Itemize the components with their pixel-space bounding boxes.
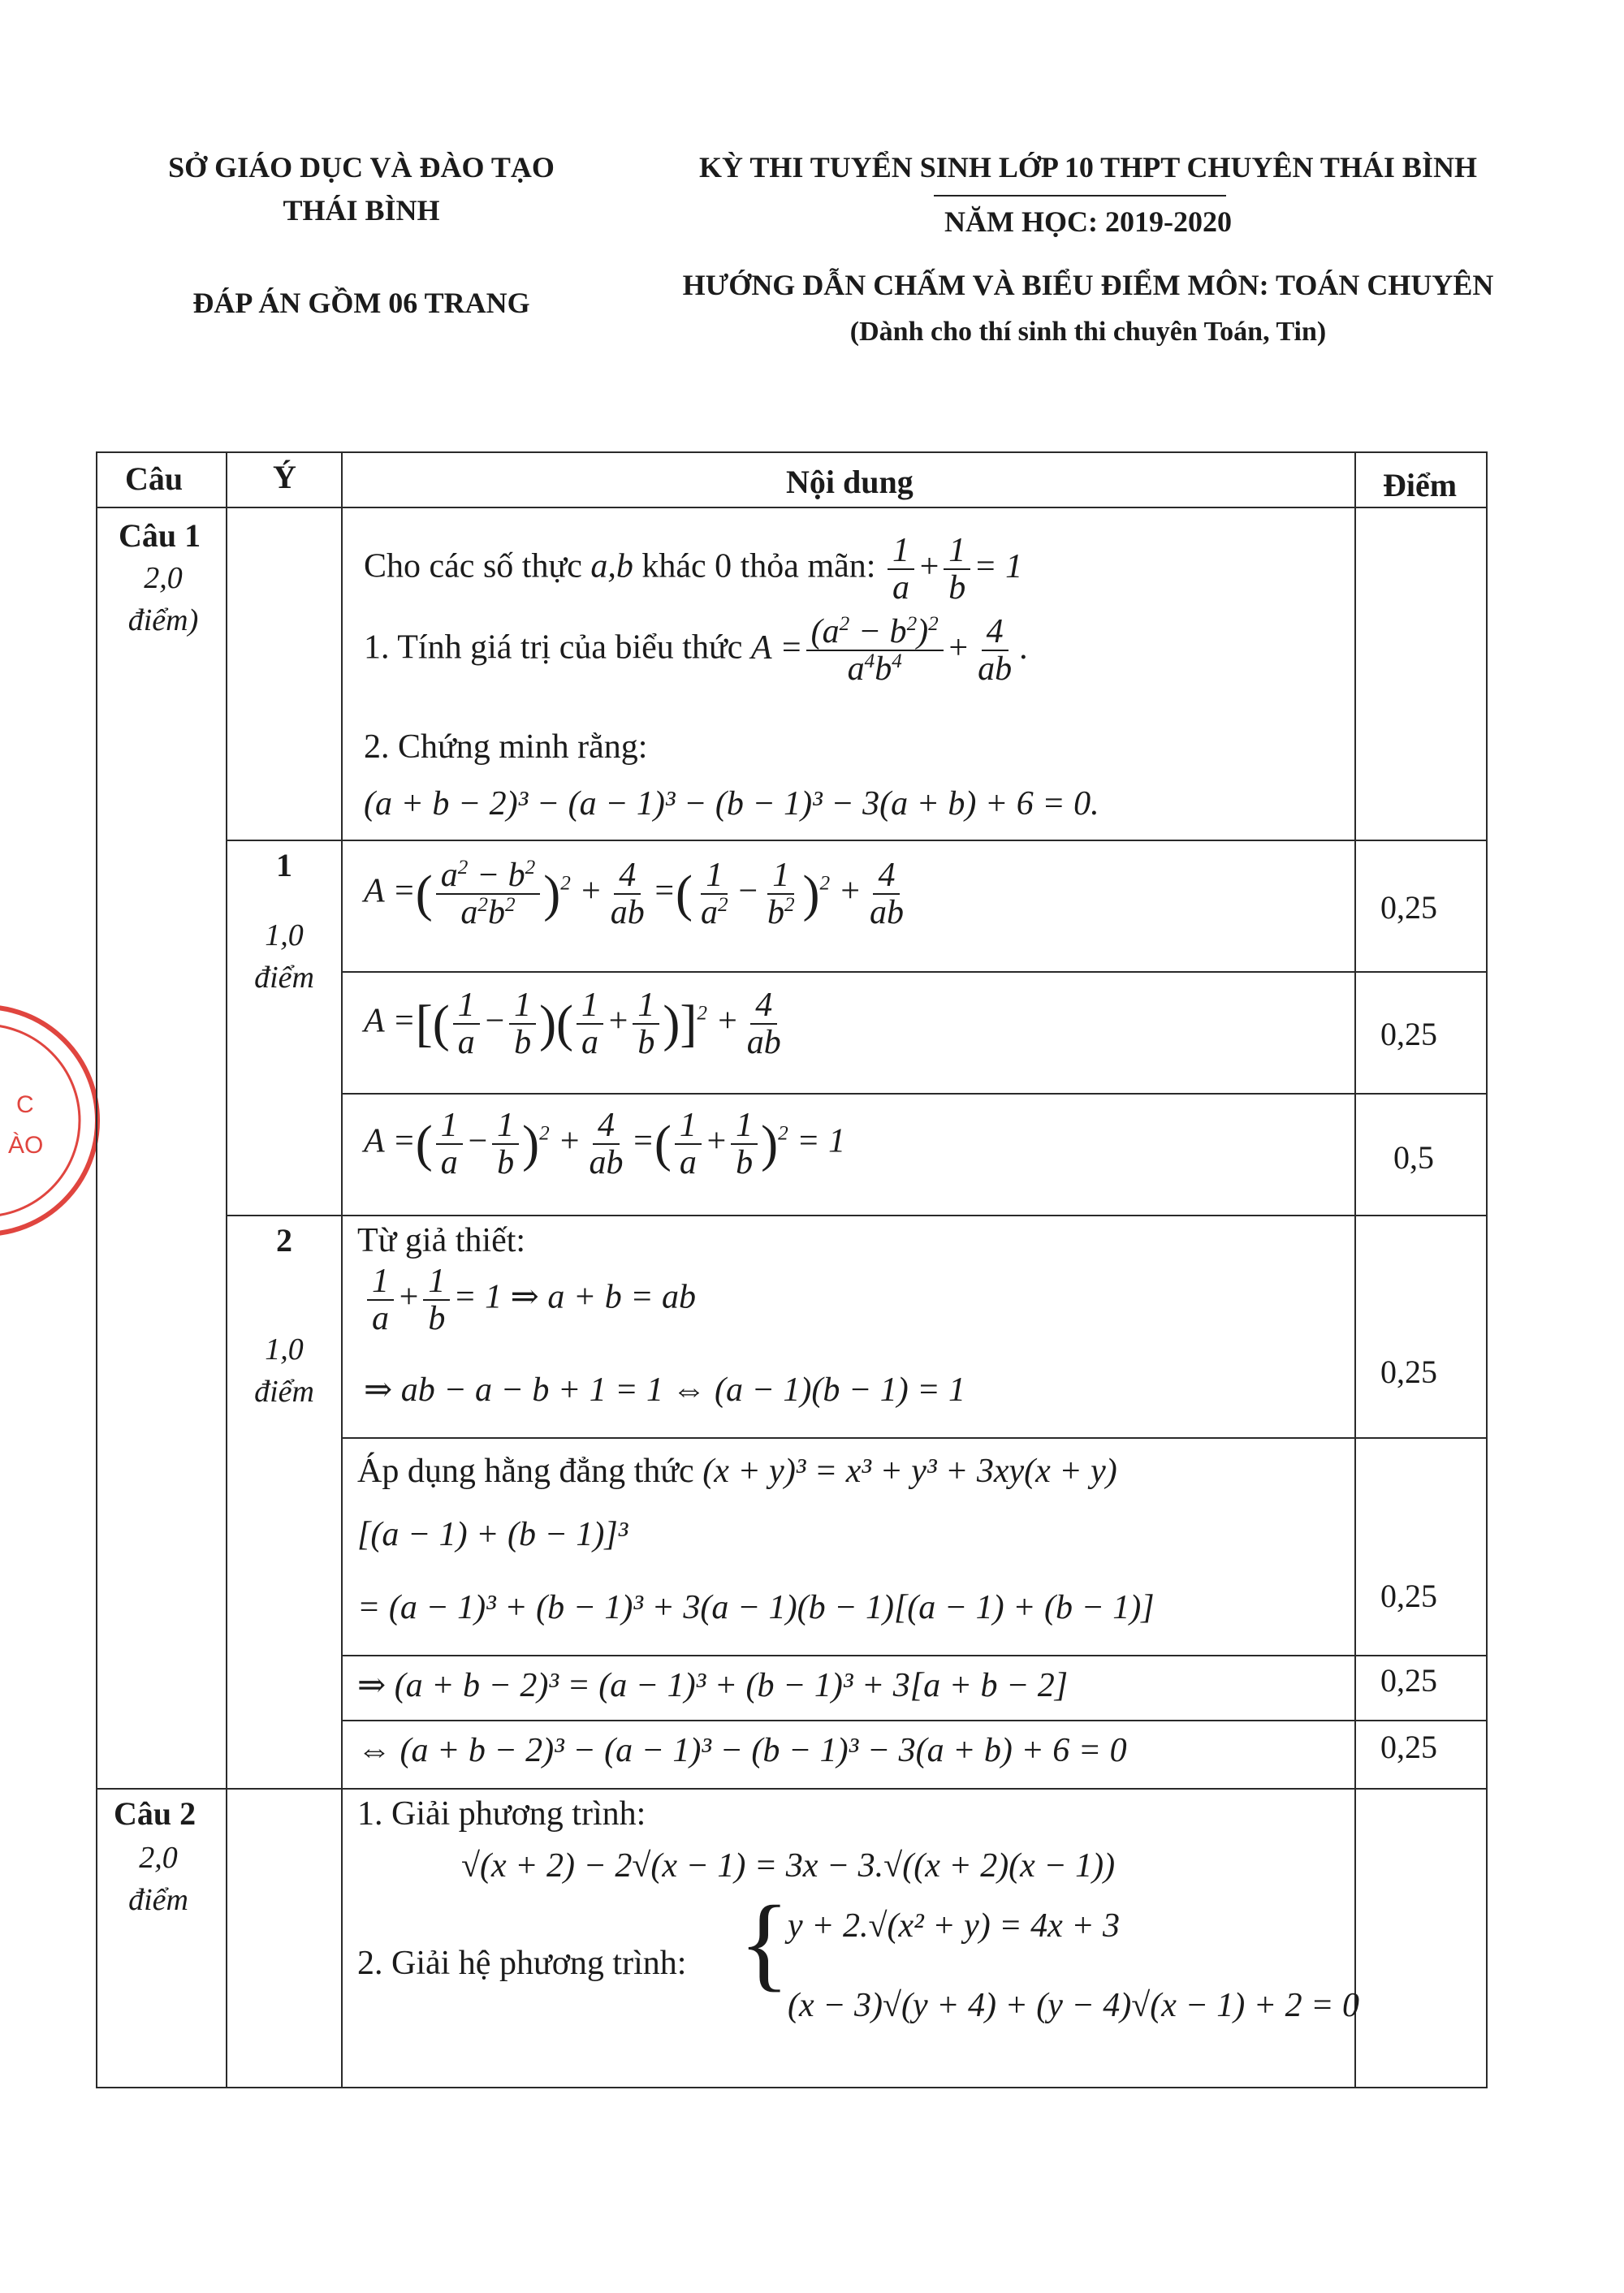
part-1-points (235, 914, 333, 999)
q2-system-line-1: y + 2.√(x² + y) = 4x + 3 (788, 1907, 1121, 1945)
q2-task-1-text: 1. Giải phương trình: (357, 1795, 646, 1833)
exam-title: KỲ THI TUYỂN SINH LỚP 10 THPT CHUYÊN THÁI BÌNH (699, 151, 1477, 184)
question-1-points-value: 2,0 (144, 561, 183, 595)
p1-step-2: A =[( $\frac{1}{a}$ − $\frac{1}{b}$ )( $\frac{1}{a}$ + $\frac{1}{b}$ )]$^2$ + $\frac{4}{ab}$ (364, 987, 781, 1062)
row-rule (341, 971, 1488, 973)
part-1-points-unit: điểm (254, 961, 314, 995)
row-rule (341, 1437, 1488, 1439)
q1-condition: $\frac{1}{a}$ + $\frac{1}{b}$ = 1 (884, 548, 1022, 585)
header-rule (96, 507, 1488, 508)
col-divider-2 (341, 451, 343, 2088)
p2-hypothesis: $\frac{1}{a}$ + $\frac{1}{b}$ = 1 ⇒ a + b = ab (364, 1263, 696, 1337)
p1-step-3: A =( $\frac{1}{a}$ − $\frac{1}{b}$ )$^2$ + $\frac{4}{ab}$ =( $\frac{1}{a}$ + $\frac{1}{b}$ )$^2$ = 1 (364, 1107, 846, 1182)
score-p2-step-1: 0,25 (1380, 1354, 1437, 1390)
row-rule (341, 1093, 1488, 1095)
page-count-note: ĐÁP ÁN GỒM 06 TRANG (192, 287, 530, 319)
part-2-points-unit: điểm (254, 1375, 314, 1409)
q1-task-1-text: 1. Tính giá trị của biểu thức (364, 628, 743, 667)
row-rule (341, 1720, 1488, 1721)
p2-imply: ⇒ (a + b − 2)³ = (a − 1)³ + (b − 1)³ + 3[a + b − 2] (357, 1667, 1069, 1704)
q1-intro-rest: khác 0 thỏa mãn: (641, 547, 876, 585)
part-2-points-value: 1,0 (265, 1332, 304, 1367)
col-divider-1 (226, 451, 227, 2088)
p2-identity: (x + y)³ = x³ + y³ + 3xy(x + y) (702, 1453, 1117, 1490)
col-border-right (1486, 451, 1488, 2088)
table-border-bottom (96, 2087, 1488, 2088)
question-1-label: Câu 1 (119, 517, 201, 554)
part-1-label: 1 (276, 847, 292, 883)
q1-task-2-expr: (a + b − 2)³ − (a − 1)³ − (b − 1)³ − 3(a + b) + 6 = 0. (364, 785, 1099, 823)
col-divider-3 (1354, 451, 1356, 2088)
part-2-label: 2 (276, 1222, 292, 1259)
q2-task-1-expr: √(x + 2) − 2√(x − 1) = 3x − 3.√((x + 2)(x − 1)) (461, 1847, 1116, 1885)
p2-intro: Từ giả thiết: (357, 1222, 526, 1259)
q1-task-2-text: 2. Chứng minh rằng: (364, 728, 648, 766)
question-1-points-unit: điểm) (127, 603, 199, 637)
question-2-points (114, 1837, 203, 1921)
red-seal-stamp (0, 991, 106, 1259)
province-name: THÁI BÌNH (283, 194, 440, 227)
question-2-points-unit: điểm (128, 1883, 188, 1917)
part-1-points-value: 1,0 (265, 918, 304, 952)
p2-apply (357, 1452, 1117, 1491)
score-p1-step-2: 0,25 (1380, 1016, 1437, 1052)
row-rule (341, 1655, 1488, 1656)
p2-bracket: [(a − 1) + (b − 1)]³ (357, 1516, 628, 1553)
score-p1-step-1: 0,25 (1380, 889, 1437, 926)
part-2-points (235, 1328, 333, 1413)
q1-statement (364, 533, 1022, 606)
question-2-points-value: 2,0 (139, 1841, 178, 1875)
p2-equiv: ⇔ (a + b − 2)³ − (a − 1)³ − (b − 1)³ − 3(a + b) + 6 = 0 (357, 1732, 1127, 1769)
table-border-top (96, 451, 1488, 453)
target-candidates: (Dành cho thí sinh thi chuyên Toán, Tin) (849, 317, 1327, 347)
q1-task-1-expr: A = $\frac{(a^2 - b^2)^2}{a^4b^4}$ + $\frac{4}{ab}$ . (750, 613, 1029, 689)
system-brace: { (739, 1885, 790, 2002)
p1-step-1: A =( $\frac{a^2 - b^2}{a^2b^2}$ )$^2$ + $\frac{4}{ab}$ =( $\frac{1}{a^2}$ − $\frac{1}{b^2}$ )$^2$ + $\frac{4}{ab}$ (364, 857, 904, 932)
score-p1-step-3: 0,5 (1393, 1139, 1434, 1176)
svg-text:C: C (16, 1091, 34, 1118)
header-cau: Câu (125, 460, 184, 497)
question-2-label: Câu 2 (114, 1795, 197, 1832)
q2-system-line-2: (x − 3)√(y + 4) + (y − 4)√(x − 1) + 2 = 0 (788, 1987, 1359, 2024)
svg-text:ÀO: ÀO (8, 1132, 44, 1159)
q1-intro-text: Cho các số thực (364, 547, 582, 585)
q1-vars: a,b (590, 547, 633, 585)
row-rule (96, 1788, 1488, 1790)
q1-task-1 (364, 614, 1029, 687)
school-year: NĂM HỌC: 2019-2020 (944, 205, 1232, 238)
title-rule (934, 195, 1226, 196)
p2-apply-text: Áp dụng hằng đẳng thức (357, 1453, 694, 1490)
row-rule (226, 840, 1488, 841)
grading-guide-title: HƯỚNG DẪN CHẤM VÀ BIỂU ĐIỂM MÔN: TOÁN CHUYÊN (682, 269, 1494, 301)
q2-task-2-text: 2. Giải hệ phương trình: (357, 1945, 687, 1982)
score-p2-step-4: 0,25 (1380, 1729, 1437, 1765)
question-1-points (119, 557, 208, 641)
score-p2-step-3: 0,25 (1380, 1662, 1437, 1699)
header-diem: Điểm (1383, 467, 1458, 503)
dept-name: SỞ GIÁO DỤC VÀ ĐÀO TẠO (168, 151, 555, 184)
p2-expand: = (a − 1)³ + (b − 1)³ + 3(a − 1)(b − 1)[(a − 1) + (b − 1)] (357, 1589, 1155, 1626)
p2-line-2: ⇒ ab − a − b + 1 = 1 ⇔ (a − 1)(b − 1) = 1 (364, 1371, 966, 1409)
row-rule (226, 1215, 1488, 1216)
grading-table (96, 451, 1488, 2088)
header-y: Ý (273, 459, 296, 495)
score-p2-step-2: 0,25 (1380, 1578, 1437, 1614)
header-noi-dung: Nội dung (786, 464, 914, 500)
col-border-left (96, 451, 97, 2088)
